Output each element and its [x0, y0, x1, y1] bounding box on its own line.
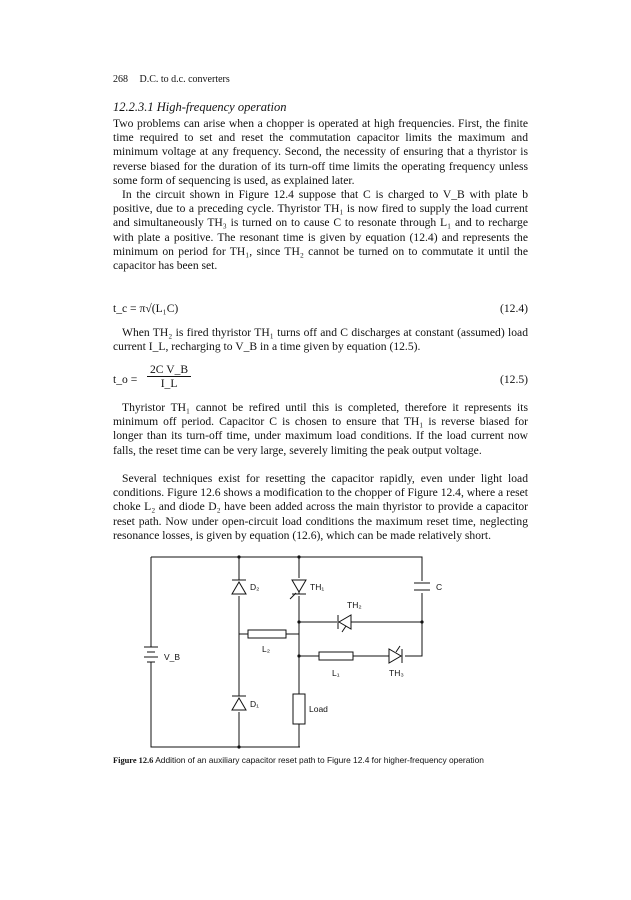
label-d1: D₁ — [250, 699, 260, 709]
equation-12-5-denominator: I_L — [160, 377, 178, 390]
page-number: 268 — [113, 74, 128, 85]
running-title: D.C. to d.c. converters — [139, 74, 230, 85]
paragraph-2: In the circuit shown in Figure 12.4 suppose that C is charged to V_B with plate b positive, due to a preceding cycle. Thyristor TH₁ is now fired to supply the load current and simultaneously TH₃ is turned on to cause C to resonate through L₁ and to recharge with plate a positive. The resonant time is given by equation (12.4) and represents the minimum on period for TH₁, since TH₂ cannot be turned on to commutate it until the capacitor has been set. — [113, 188, 528, 273]
paragraph-5: Several techniques exist for resetting the capacitor rapidly, even under light load conditions. Figure 12.6 shows a modification to the chopper of Figure 12.4, where a reset choke L₂ and diode D₂ have been added across the main thyristor to provide a capacitor reset path. Now under open-circuit load conditions the maximum reset time, neglecting resonance losses, is given by equation (12.6), which can be made relatively short. — [113, 472, 528, 542]
paragraph-3: When TH₂ is fired thyristor TH₁ turns off and C discharges at constant (assumed) load current I_L, recharging to V_B in a time given by equation (12.5). — [113, 326, 528, 354]
paragraph-1: Two problems can arise when a chopper is operated at high frequencies. First, the finite time required to set and reset the commutation capacitor limits the maximum and minimum voltage at any frequency. Second, the necessity of ensuring that a thyristor is reverse biased for the duration of its turn-off time limits the operating frequency unless some form of sequencing is used, as explained later. — [113, 117, 528, 187]
label-load: Load — [309, 704, 328, 714]
section-heading: 12.2.3.1 High-frequency operation — [113, 100, 287, 114]
label-th1: TH₁ — [310, 582, 325, 592]
figure-caption-text: Addition of an auxiliary capacitor reset path to Figure 12.4 for higher-frequency operation — [155, 755, 484, 765]
label-c: C — [436, 582, 443, 592]
paragraph-4: Thyristor TH₁ cannot be refired until this is completed, therefore it represents its minimum off period. Capacitor C is chosen to ensure that TH₁ is reverse biased for longer than its turn-off time, under maximum load conditions. If the load current now falls, the reset time can be very large, severely limiting the peak output voltage. — [113, 401, 528, 457]
equation-12-5-number: (12.5) — [499, 373, 528, 386]
equation-12-5-lhs: t_o = — [113, 373, 138, 386]
label-d2: D₂ — [250, 582, 260, 592]
label-vb: V_B — [164, 652, 181, 662]
figure-caption — [113, 755, 533, 766]
label-th2: TH₂ — [347, 600, 362, 610]
equation-12-4-number: (12.4) — [499, 302, 528, 315]
figure-caption-label: Figure 12.6 — [113, 756, 154, 765]
equation-12-4-body: t_c = π√(L₁C) — [113, 302, 179, 315]
label-l1: L₁ — [332, 668, 340, 678]
label-l2: L₂ — [262, 644, 271, 654]
equation-12-5-numerator: 2C V_B — [147, 363, 191, 377]
label-th3: TH₃ — [389, 668, 404, 678]
